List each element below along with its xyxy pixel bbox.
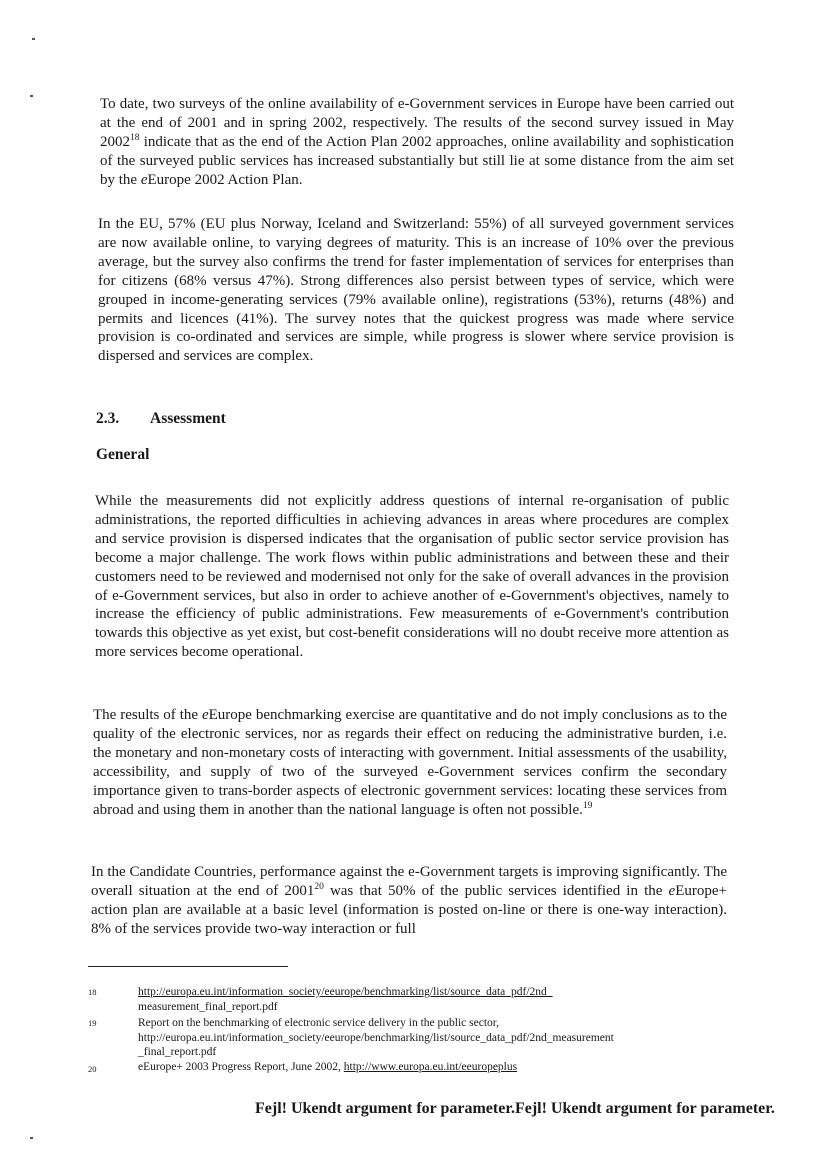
footnote-body	[138, 985, 728, 1014]
footnote-url-text: _final_report.pdf	[138, 1046, 217, 1059]
paragraph-text: The results of the	[93, 707, 202, 723]
italic-e: e	[201, 707, 209, 723]
footnote-url-text: http://europa.eu.int/information_society/eeurope/benchmarking/list/source_data_pdf/2nd_measurement	[138, 1031, 614, 1044]
paragraph-text: In the Candidate Countries, performance against the e-Government targets is improving significantly. The overall situation at the end of 2001	[91, 864, 727, 899]
footnote-number: 19	[88, 1018, 97, 1028]
paragraph-reorganisation: While the measurements did not explicitly address questions of internal re-organisation of public administrations, the reported difficulties in achieving advances in areas where procedures are complex and service provision is dispersed indicates that the organisation of public sector service provision has become a major challenge. The work flows within public administrations and between these and their customers need to be reviewed and modernised not only for the sake of overall advances in the provision of e-Government services, but also in order to achieve another of e-Government's objectives, namely to increase the efficiency of public administrations. Few measurements of e-Government's contribution towards this objective as yet exist, but cost-benefit considerations will no doubt receive more attention as more services become operational.	[95, 493, 729, 661]
paragraph-text: To date, two surveys of the online availability of e-Government services in Europe have been carried out at the end of 2001 and in spring 2002, respectively. The results of the second survey issued in May 2002	[100, 96, 734, 150]
footnote-text: eEurope+ 2003 Progress Report, June 2002,	[138, 1061, 344, 1073]
paragraph-text: was that 50% of the public services identified in the	[323, 882, 669, 899]
scan-mark	[32, 38, 35, 40]
paragraph-eu-statistics: In the EU, 57% (EU plus Norway, Iceland and Switzerland: 55%) of all surveyed government services are now available online, to varying degrees of maturity. This is an increase of 10% over the previous average, but the survey also confirms the trend for faster implementation of services for enterprises than for citizens (68% versus 47%). Strong differences also persist between types of service, which were grouped in income-generating services (79% available online), registrations (53%), returns (48%) and permits and licences (41%). The survey notes that the quickest progress was made where service provision is co-ordinated and services are simple, while progress is slower where service provision is dispersed and services are complex.	[98, 216, 734, 365]
footnote-separator	[88, 966, 288, 967]
footnote-number: 18	[88, 987, 97, 997]
footnote-text: Report on the benchmarking of electronic service delivery in the public sector,	[138, 1017, 500, 1029]
paragraph-benchmarking-results	[93, 706, 727, 819]
footnote-link[interactable]: http://europa.eu.int/information_society/eeurope/benchmarking/list/source_data_pdf/2nd_	[138, 986, 553, 998]
scan-mark	[30, 95, 33, 97]
footnote-number: 20	[88, 1064, 97, 1074]
subheading-general: General	[96, 446, 150, 463]
italic-e: e	[668, 882, 676, 899]
section-heading	[96, 410, 226, 428]
paragraph-text: indicate that as the end of the Action Plan 2002 approaches, online availability and sophistication of the surveyed public services has increased substantially but still lie at some distance from the aim set by the	[100, 133, 734, 188]
paragraph-text: Europe 2002 Action Plan.	[147, 171, 303, 188]
paragraph-online-availability	[100, 95, 734, 190]
italic-e: e	[140, 171, 148, 188]
footnote-link[interactable]: http://www.europa.eu.int/eeuropeplus	[343, 1061, 518, 1073]
footnote-ref-19[interactable]: 19	[582, 800, 593, 811]
footnote-text: measurement_final_report.pdf	[138, 1000, 278, 1013]
scan-mark	[30, 1137, 33, 1139]
footnote-ref-20[interactable]: 20	[314, 881, 324, 892]
section-title: Assessment	[150, 410, 226, 427]
paragraph-text: Europe benchmarking exercise are quantitative and do not imply conclusions as to the quality of the electronic services, nor as regards their effect on reducing the administrative burden, i.e. the monetary and non-monetary costs of interacting with government. Initial assessments of the usability, accessibility, and supply of two of the surveyed e-Government services confirm the secondary importance given to trans-border aspects of electronic government services: locating these services from abroad and using them in another than the national language is often not possible.	[93, 707, 727, 818]
section-number: 2.3.	[96, 410, 120, 427]
footnote-ref-18[interactable]: 18	[130, 132, 140, 143]
paragraph-text: Europe+ action plan are available at a basic level (information is posted on-line or there is one-way interaction). 8% of the services provide two-way interaction or full	[91, 882, 727, 937]
footnote-body	[138, 1060, 728, 1075]
footer-error-text: Fejl! Ukendt argument for parameter.Fejl! Ukendt argument for parameter.	[255, 1100, 775, 1117]
footnote-body	[138, 1016, 728, 1060]
paragraph-candidate-countries	[91, 863, 727, 939]
